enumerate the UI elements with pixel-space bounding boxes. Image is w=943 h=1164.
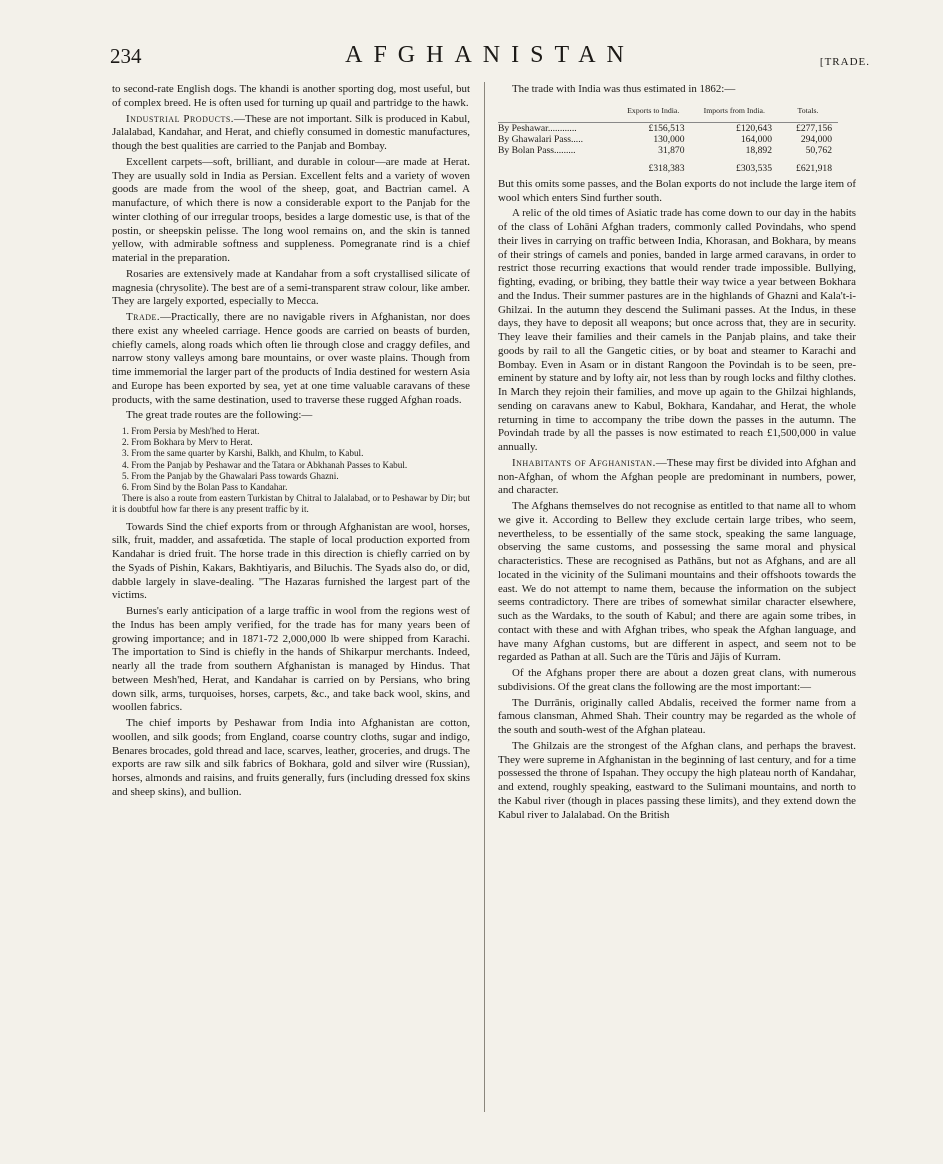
table-cell: 164,000 [740, 133, 773, 145]
routes-note: There is also a route from eastern Turkistan by Chitral to Jalalabad, or to Peshawar by Dir; but it is doubtful how far there is any present traffic by it. [112, 493, 470, 515]
table-cell: £621,918 [796, 162, 832, 174]
table-header: Exports to India. [627, 105, 680, 115]
table-total-row [498, 156, 838, 174]
table-cell: £303,535 [736, 162, 773, 174]
table-header-row [498, 101, 838, 123]
page-header [110, 42, 870, 72]
section-heading: Inhabitants of Afghanistan. [512, 456, 656, 469]
table-cell: 18,892 [745, 144, 773, 156]
trade-routes-list [112, 426, 470, 516]
right-column [498, 83, 856, 824]
list-item: 5. From the Panjab by the Ghawalari Pass towards Ghazni. [122, 470, 339, 481]
table-cell: £277,156 [796, 122, 832, 134]
table-cell: By Bolan Pass......... [498, 144, 576, 156]
table-cell: By Ghawalari Pass..... [498, 133, 583, 145]
table-header: Imports from India. [703, 105, 765, 115]
paragraph [112, 311, 470, 407]
paragraph: to second-rate English dogs. The khandi is another sporting dog, most useful, but of complex breed. He is often used for turning up quail and partridge to the hawk. [112, 83, 470, 109]
list-item: 3. From the same quarter by Karshi, Balkh, and Khulm, to Kabul. [122, 448, 364, 459]
list-item: 4. From the Panjab by Peshawar and the Tatara or Abkhanah Passes to Kabul. [122, 459, 408, 470]
paragraph: The Ghilzais are the strongest of the Afghan clans, and perhaps the bravest. They were supreme in Afghanistan in the beginning of last century, and for a time possessed the throne of Ispahan. They occupy the high plateau north of Kandahar, and extend, roughly speaking, eastward to the Sulimani mountains, and north to the Kabul river (though in places passing these limits), and they extend down the Kabul river to Jalalabad. On the British [498, 739, 856, 821]
paragraph: Rosaries are extensively made at Kandahar from a soft crystallised silicate of magnesia (chrysolite). The best are of a semi-transparent straw colour, like amber. They are largely exported, especially to Mecca. [112, 267, 470, 308]
table-cell: 50,762 [805, 144, 832, 156]
paragraph: But this omits some passes, and the Bolan exports do not include the large item of wool which enters Sind further south. [498, 177, 856, 204]
paragraph: The trade with India was thus estimated in 1862:— [512, 83, 736, 95]
table-cell: 130,000 [653, 133, 685, 145]
paragraph-text: —These may first be divided into Afghan and non-Afghan, of whom the Afghan people are predominant in numbers, power, and character. [498, 456, 856, 497]
trade-table [498, 101, 838, 174]
section-heading: Trade. [126, 311, 161, 323]
paragraph: Towards Sind the chief exports from or through Afghanistan are wool, horses, silk, fruit, madder, and assafœtida. The staple of local production exported from Kandahar is dried fruit. The horse trade in this direction is chiefly carried on by the Syads of Pishin, Kakars, Bakhtiyaris, and Biluchis. The Syads also do, or did, dabble largely in slave-dealing. "The Hazaras furnished the largest part of the victims. [112, 520, 470, 602]
table-row [498, 145, 838, 156]
page-number: 234 [110, 44, 142, 68]
list-item: 2. From Bokhara by Merv to Herat. [122, 437, 253, 448]
page-title: AFGHANISTAN [345, 42, 635, 68]
paragraph-text: —Practically, there are no navigable rivers in Afghanistan, nor does there exist any wheeled carriage. Hence goods are carried on beasts of burden, chiefly camels, along roads which often lie through close and craggy defiles, and narrow stony valleys among bare mountains, or over waste plains. Though from time immemorial the larger part of the products of India destined for western Asia and Europe has been exported by sea, yet at one time valuable caravans of these products, with the same destination, used to traverse these rugged Afghan roads. [112, 311, 470, 406]
paragraph [498, 457, 856, 498]
paragraph: Excellent carpets—soft, brilliant, and durable in colour—are made at Herat. They are usually sold in India as Persian. Excellent felts and a variety of woven goods are made from the wool of the sheep, goat, and Bactrian camel. A manufacture, of which there is now a considerable export to the Panjab for the winter clothing of our irregular troops, besides a large domestic use, is that of the postin, or sheepskin pelisse. The long wool remains on, and the skin is tanned yellow, with admirable softness and suppleness. Pomegranate rind is a chief material in the preparation. [112, 155, 470, 264]
left-column [112, 83, 470, 802]
paragraph-text: —These are not important. Silk is produced in Kabul, Jalalabad, Kandahar, and Herat, and chiefly consumed in domestic manufactures, though the best qualities are carried to the Panjab and Bombay. [112, 112, 470, 152]
section-heading: Industrial Products. [126, 112, 235, 125]
table-cell [498, 156, 616, 174]
section-label: [TRADE. [819, 56, 870, 68]
table-cell: 294,000 [800, 133, 832, 145]
paragraph [112, 113, 470, 154]
table-row [498, 134, 838, 145]
table-cell: £318,383 [648, 162, 685, 174]
paragraph: The Afghans themselves do not recognise as entitled to that name all to whom we give it. According to Bellew they exclude certain large tribes, who seem, nevertheless, to be essentially of the same stock, speaking the same language, observing the same customs, and possessing the same moral and physical characteristics. These are recognised as Pathāns, but not as Afghans, and are all located in the vicinity of the Sulimani mountains and their offshoots towards the east. We do not attempt to name them, because the information on the subject seems contradictory. There are tribes of somewhat similar character elsewhere, such as the Wardaks, to the south of Kabul; and there are again some tribes, in contact with these and with Afghan tribes, who speak the Afghan language, and have many Afghan customs, but are different in aspect, and seem not to be regarded as Pathan at all. Such are the Tūris and Jājis of Kurram. [498, 500, 856, 664]
paragraph: A relic of the old times of Asiatic trade has come down to our day in the habits of the class of Lohāni Afghan traders, commonly called Povindahs, who spend their lives in carrying on traffic between India, Khorasan, and Bokhara, by means of their strings of camels and ponies, banded in large armed caravans, in order to restrict those recurring exactions that would render trade impossible. Bullying, fighting, evading, or bribing, they battle their way twice a year between Bokhara and the Indus. Their summer pastures are in the highlands of Ghazni and Kala't-i-Ghilzai. In the autumn they descend the Sulimani passes. At the Indus, in these days, they have to deposit all weapons; but once across that, they are in security. They leave their families and their camels in the Panjab plains, and take their goods by rail to all the Gangetic cities, or by boat and steamer to Karachi and Bombay. Even in Asam or in distant Rangoon the Povindah is to be seen, pre-eminent by stature and by lofty air, not less than by rough locks and filthy clothes. In March they rejoin their families, and move up again to the Ghilzai highlands, sending on caravans anew to Kabul, Bokhara, Kandahar, and Herat, the whole returning in time to accompany the tribe down the passes in the autumn. The Povindah trade by all the passes is now estimated to reach £1,500,000 in value annually. [498, 207, 856, 453]
list-item: 1. From Persia by Mesh'hed to Herat. [122, 426, 260, 436]
paragraph: Of the Afghans proper there are about a dozen great clans, with numerous subdivisions. Of the great clans the following are the most important:— [498, 667, 856, 693]
table-cell: 31,870 [658, 144, 685, 156]
table-cell: By Peshawar............ [498, 122, 577, 134]
table-header: Totals. [797, 105, 819, 115]
paragraph: Burnes's early anticipation of a large traffic in wool from the regions west of the Indus has been amply verified, for the trade has for many years been of growing importance; and in 1871-72 2,000,000 lb were shipped from Karachi. The importation to Sind is chiefly in the hands of Shikarpur merchants. Indeed, nearly all the trade from southern Afghanistan is managed by Hindus. That between Mesh'hed, Herat, and Kandahar is carried on by Persians, who bring down silk, arms, turquoises, horses, carpets, &c., and take back wool, skins, and woollen fabrics. [112, 605, 470, 714]
table-header [498, 101, 616, 123]
paragraph: The chief imports by Peshawar from India into Afghanistan are cotton, woollen, and silk goods; from England, coarse country cloths, sugar and indigo, Benares brocades, gold thread and lace, scarves, leather, groceries, and drugs. The exports are raw silk and silk fabrics of Bokhara, gold and silver wire (Russian), horses, almonds and raisins, and fruits generally, furs (including dressed fox skins and sheep skins), and bullion. [112, 717, 470, 798]
list-item: 6. From Sind by the Bolan Pass to Kandahar. [122, 482, 288, 493]
table-cell: £156,513 [648, 122, 685, 134]
table-row [498, 122, 838, 134]
paragraph: The great trade routes are the following:— [126, 409, 313, 422]
column-divider [484, 82, 485, 1112]
paragraph: The Durrānis, originally called Abdalis, received the former name from a famous clansman, Ahmed Shah. Their country may be regarded as the whole of the south and south-west of the Afghan plateau. [498, 696, 856, 736]
table-cell: £120,643 [736, 122, 773, 134]
